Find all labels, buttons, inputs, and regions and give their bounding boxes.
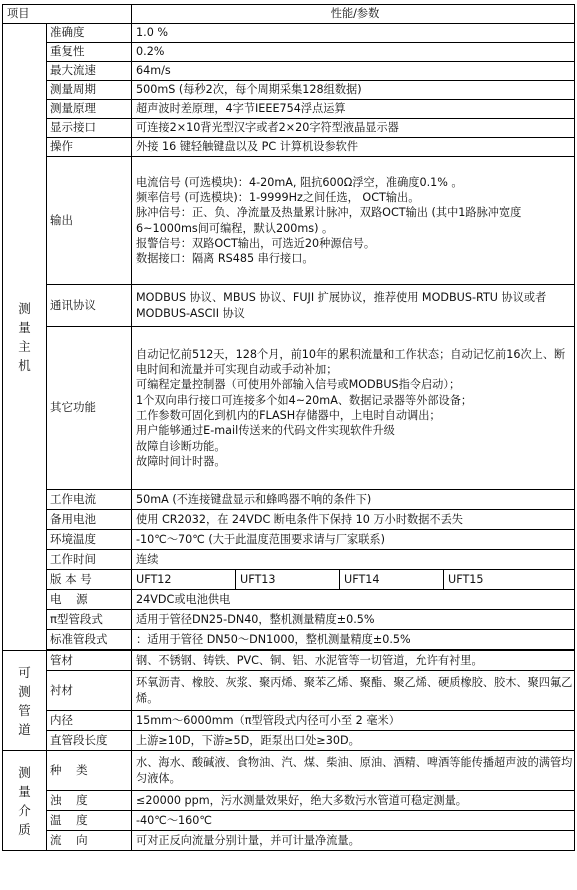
value-max-flow: 64m/s — [132, 62, 575, 81]
value-battery: 使用 CR2032，在 24VDC 断电条件下保持 10 万小时数据不丢失 — [132, 510, 575, 530]
value-medium-kind: 水、海水、酸碱液、食物油、汽、煤、柴油、原油、酒精、啤酒等能传播超声波的满管均匀液体。 — [132, 751, 575, 791]
value-output — [132, 157, 575, 285]
group-host — [3, 24, 47, 651]
other-line: 工作参数可固化到机内的FLASH存储器中，上电时自动调出； — [136, 409, 441, 422]
value-repeatability: 0.2% — [132, 43, 575, 62]
row-repeatability — [3, 43, 575, 62]
label-medium-temp: 温 度 — [47, 811, 132, 831]
label-straight: 直管段长度 — [47, 731, 132, 751]
value-other — [132, 327, 575, 490]
value-display: 可连接2×10背光型汉字或者2×20字符型液晶显示器 — [132, 119, 575, 138]
row-operation — [3, 138, 575, 157]
label-medium-kind: 种 类 — [47, 751, 132, 791]
row-std-type — [3, 630, 575, 650]
row-liner — [3, 671, 575, 711]
group-pipe — [3, 651, 47, 751]
version-cell: UFT14 — [340, 570, 444, 590]
row-direction — [3, 831, 575, 851]
value-power: 24VDC或电池供电 — [132, 590, 575, 610]
output-line: 频率信号 (可选模块)：1-9999Hz之间任选， OCT输出。 — [136, 190, 420, 204]
label-turbidity: 浊 度 — [47, 791, 132, 811]
label-comm: 通讯协议 — [47, 285, 132, 327]
row-pi-type — [3, 610, 575, 630]
header-row — [3, 5, 575, 24]
value-current: 50mA (不连接键盘显示和蜂鸣器不响的条件下) — [132, 490, 575, 510]
label-std-type: 标准管段式 — [47, 630, 132, 650]
row-accuracy — [3, 24, 575, 43]
label-repeatability: 重复性 — [47, 43, 132, 62]
label-power: 电 源 — [47, 590, 132, 610]
label-principle: 测量原理 — [47, 100, 132, 119]
row-turbidity — [3, 791, 575, 811]
label-direction: 流 向 — [47, 831, 132, 851]
label-env-temp: 环境温度 — [47, 530, 132, 550]
label-period: 测量周期 — [47, 81, 132, 100]
label-max-flow: 最大流速 — [47, 62, 132, 81]
spec-table — [2, 4, 575, 851]
value-comm: MODBUS 协议、MBUS 协议、FUJI 扩展协议，推荐使用 MODBUS-RTU 协议或者 MODBUS-ASCII 协议 — [132, 285, 575, 327]
row-medium-kind — [3, 751, 575, 791]
other-line: 自动记忆前512天，128个月，前10年的累积流量和工作状态；自动记忆前16次上、断电时间和流量并可实现自动或手动补加； — [136, 347, 566, 377]
label-other: 其它功能 — [47, 327, 132, 490]
other-line: 1个双向串行接口可连接多个如4~20mA、数据记录器等外部设备； — [136, 393, 473, 407]
group-host-char: 机 — [18, 358, 31, 373]
output-line: 报警信号：双路OCT输出，可选近20种源信号。 — [136, 236, 376, 250]
row-diameter — [3, 711, 575, 731]
value-pipe-material: 钢、不锈钢、铸铁、PVC、铜、铝、水泥管等一切管道，允许有衬里。 — [132, 651, 575, 671]
group-host-char: 量 — [18, 320, 31, 335]
version-cell: UFT15 — [444, 570, 575, 590]
other-line: 故障自诊断功能。 — [136, 439, 226, 453]
row-power — [3, 590, 575, 610]
group-medium — [3, 751, 47, 851]
label-version: 版 本 号 — [47, 570, 132, 590]
output-line: 数据接口：隔离 RS485 串行接口。 — [136, 252, 314, 266]
row-env-temp — [3, 530, 575, 550]
label-accuracy: 准确度 — [47, 24, 132, 43]
value-straight: 上游≥10D，下游≥5D，距泵出口处≥30D。 — [132, 731, 575, 751]
row-straight — [3, 731, 575, 751]
header-performance: 性能/参数 — [132, 5, 575, 24]
value-principle: 超声波时差原理，4字节IEEE754浮点运算 — [132, 100, 575, 119]
row-period — [3, 81, 575, 100]
row-current — [3, 490, 575, 510]
group-medium-char: 介 — [18, 802, 31, 818]
other-line: 用户能够通过E-mail传送来的代码文件实现软件升级 — [136, 424, 395, 438]
label-work-time: 工作时间 — [47, 550, 132, 570]
group-pipe-char: 道 — [18, 721, 31, 737]
version-cell: UFT12 — [132, 570, 236, 590]
label-battery: 备用电池 — [47, 510, 132, 530]
value-direction: 可对正反向流量分别计量，并可计量净流量。 — [132, 831, 575, 851]
group-host-char: 主 — [18, 339, 31, 354]
value-pi-type: 适用于管径DN25-DN40，整机测量精度±0.5% — [132, 610, 575, 630]
value-operation: 外接 16 键轻触键盘以及 PC 计算机设参软件 — [132, 138, 575, 157]
label-liner: 衬材 — [47, 671, 132, 711]
row-version — [3, 570, 575, 590]
label-current: 工作电流 — [47, 490, 132, 510]
group-pipe-char: 可 — [18, 664, 31, 680]
value-turbidity: ≤20000 ppm，污水测量效果好，绝大多数污水管道可稳定测量。 — [132, 791, 575, 811]
other-line: 可编程定量控制器（可使用外部输入信号或MODBUS指令启动）； — [136, 378, 461, 392]
row-pipe-material — [3, 651, 575, 671]
output-line: 脉冲信号：正、负、净流量及热量累计脉冲，双路OCT输出 (其中1路脉冲宽度6~1000ms间可编程，默认200ms) 。 — [136, 206, 522, 235]
value-period: 500mS (每秒2次，每个周期采集128组数据) — [132, 81, 575, 100]
label-display: 显示接口 — [47, 119, 132, 138]
row-principle — [3, 100, 575, 119]
group-host-char: 测 — [18, 301, 31, 316]
label-pipe-material: 管材 — [47, 651, 132, 671]
value-work-time: 连续 — [132, 550, 575, 570]
value-std-type: ：适用于管径 DN50～DN1000，整机测量精度±0.5% — [132, 630, 575, 650]
row-work-time — [3, 550, 575, 570]
header-item: 项目 — [3, 5, 132, 24]
row-medium-temp — [3, 811, 575, 831]
value-liner: 环氧沥青、橡胶、灰浆、聚丙烯、聚苯乙烯、聚酯、聚乙烯、硬质橡胶、胶木、聚四氟乙烯。 — [132, 671, 575, 711]
group-medium-char: 量 — [18, 783, 31, 799]
group-pipe-char: 管 — [18, 702, 31, 718]
row-comm — [3, 285, 575, 327]
version-cell: UFT13 — [236, 570, 340, 590]
row-battery — [3, 510, 575, 530]
value-env-temp: -10℃～70℃ (大于此温度范围要求请与厂家联系) — [132, 530, 575, 550]
label-diameter: 内径 — [47, 711, 132, 731]
output-line: 电流信号 (可选模块)：4-20mA, 阻抗600Ω浮空，准确度0.1% 。 — [136, 175, 463, 189]
row-display — [3, 119, 575, 138]
group-pipe-char: 测 — [18, 683, 31, 699]
label-pi-type: π型管段式 — [47, 610, 132, 630]
row-max-flow — [3, 62, 575, 81]
other-line: 故障时间计时器。 — [136, 454, 226, 468]
row-output — [3, 157, 575, 285]
value-diameter: 15mm～6000mm（π型管段式内径可小至 2 毫米） — [132, 711, 575, 731]
value-medium-temp: -40℃～160℃ — [132, 811, 575, 831]
value-accuracy: 1.0 % — [132, 24, 575, 43]
group-medium-char: 质 — [18, 821, 31, 837]
label-output: 输出 — [47, 157, 132, 285]
label-operation: 操作 — [47, 138, 132, 157]
group-medium-char: 测 — [18, 764, 31, 780]
row-other — [3, 327, 575, 490]
